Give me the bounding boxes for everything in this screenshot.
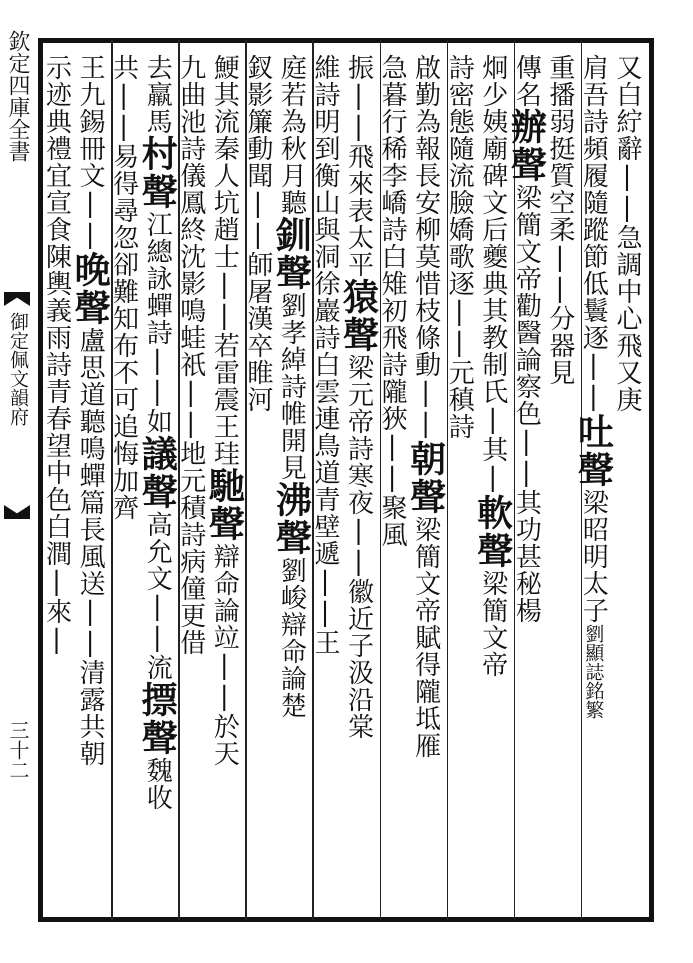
text-segment: 地元積詩病僮更借 [175, 440, 206, 656]
text-segment: 初飛詩隴狹||聚風 [377, 297, 408, 548]
text-column-3 [544, 54, 580, 914]
text-segment: 釵影簾動聞|| [242, 54, 273, 251]
text-column-17 [69, 54, 112, 914]
text-segment: 江總詠蟬詩||如 [142, 211, 173, 435]
text-segment: 辯命論竝||於天 [209, 543, 240, 767]
text-segment: 詩密態隨流臉嬌歌逐||元稹詩 [444, 54, 475, 440]
text-column-7 [404, 54, 447, 914]
text-column-4 [505, 54, 548, 914]
small-note: 劉顯誌銘繁 [582, 624, 605, 719]
headword: 朝聲 [404, 440, 447, 516]
text-column-15 [136, 54, 179, 914]
text-column-16 [108, 54, 144, 914]
text-segment: 示迹典禮宜宣 [41, 54, 72, 216]
text-segment: 食陳輿義雨詩青春望中色白澗|來| [41, 216, 72, 656]
text-segment: 梁元帝詩寒夜||徽近子汲沿棠 [343, 354, 374, 740]
text-segment: 共|| [108, 54, 139, 143]
page-number: 三十二 [6, 720, 30, 780]
text-segment: 弱挺質空柔||分器見 [544, 108, 575, 386]
text-segment: 劉孝綽詩帷開見 [276, 292, 307, 481]
text-segment: 去羸馬 [142, 54, 173, 135]
text-column-1 [611, 54, 647, 914]
text-column-13 [203, 54, 246, 914]
book-title: 御定佩文韻府 [7, 312, 29, 426]
headword: 議聲 [136, 435, 179, 511]
headword: 吐聲 [572, 413, 615, 489]
headword: 晚聲 [69, 251, 112, 327]
text-segment: 梁昭明太子 [578, 489, 609, 624]
text-segment: 徐巖詩白雲連鳥道青壁遞||王 [309, 270, 340, 656]
collection-title: 欽定四庫全書 [5, 30, 30, 162]
headword: 沸聲 [270, 481, 313, 557]
headword: 辦聲 [505, 108, 548, 184]
text-column-12 [242, 54, 278, 914]
text-segment: 九曲池詩儀鳳終沈影鳴蛙祇|| [175, 54, 206, 440]
text-column-11 [270, 54, 313, 914]
text-column-6 [444, 54, 480, 914]
text-segment: 急暮行稀李嶠詩白雉 [377, 54, 408, 297]
headword: 馳聲 [203, 467, 246, 543]
text-segment: 庭若為秋月聽 [276, 54, 307, 216]
headword: 村聲 [136, 135, 179, 211]
text-column-9 [337, 54, 380, 914]
headword: 軟聲 [471, 494, 514, 570]
headword: 猿聲 [337, 278, 380, 354]
text-segment: 布不可追悔 [108, 332, 139, 467]
text-column-2 [572, 54, 615, 914]
text-segment: 維詩明到衡山與洞 [309, 54, 340, 270]
headword: 釧聲 [270, 216, 313, 292]
text-segment: 梁簡文帝 [477, 570, 508, 678]
text-segment: 魏收 [142, 757, 173, 811]
text-column-8 [377, 54, 413, 914]
text-segment: 又白紵辭||急調中心飛又庚 [611, 54, 642, 413]
text-segment: 肩吾詩頻履隨蹤節低鬟逐|| [578, 54, 609, 413]
text-segment: 振||飛來表太平 [343, 54, 374, 278]
text-segment: 高允文||流 [142, 511, 173, 681]
text-segment: 加齊 [108, 467, 139, 521]
text-column-5 [471, 54, 514, 914]
text-segment: 師屠漢卒睢河 [242, 251, 273, 413]
text-segment: 傳名 [511, 54, 542, 108]
text-segment: 重播 [544, 54, 575, 108]
text-segment: 王九錫冊文|| [75, 54, 106, 251]
headword: 摽聲 [136, 681, 179, 757]
text-segment: 盧思道聽鳴蟬篇長風送||清露共朝 [75, 327, 106, 767]
text-segment: 易得尋忽卻難知 [108, 143, 139, 332]
text-column-10 [309, 54, 345, 914]
text-segment: 劉峻辯命論楚 [276, 557, 307, 719]
text-segment: 梁簡文帝賦得隴坻雁 [410, 516, 441, 759]
text-column-18 [41, 54, 77, 914]
text-segment: 鯁其流秦人坑趙士||若雷震王珪 [209, 54, 240, 467]
text-segment: 啟勤為報長安柳莫惜枝條動|| [410, 54, 441, 440]
text-column-14 [175, 54, 211, 914]
text-segment: 炯少姨廟碑文后夔典其教制氏|其| [477, 54, 508, 494]
text-segment: 梁簡文帝勸醫論察色||其功甚秘楊 [511, 184, 542, 624]
